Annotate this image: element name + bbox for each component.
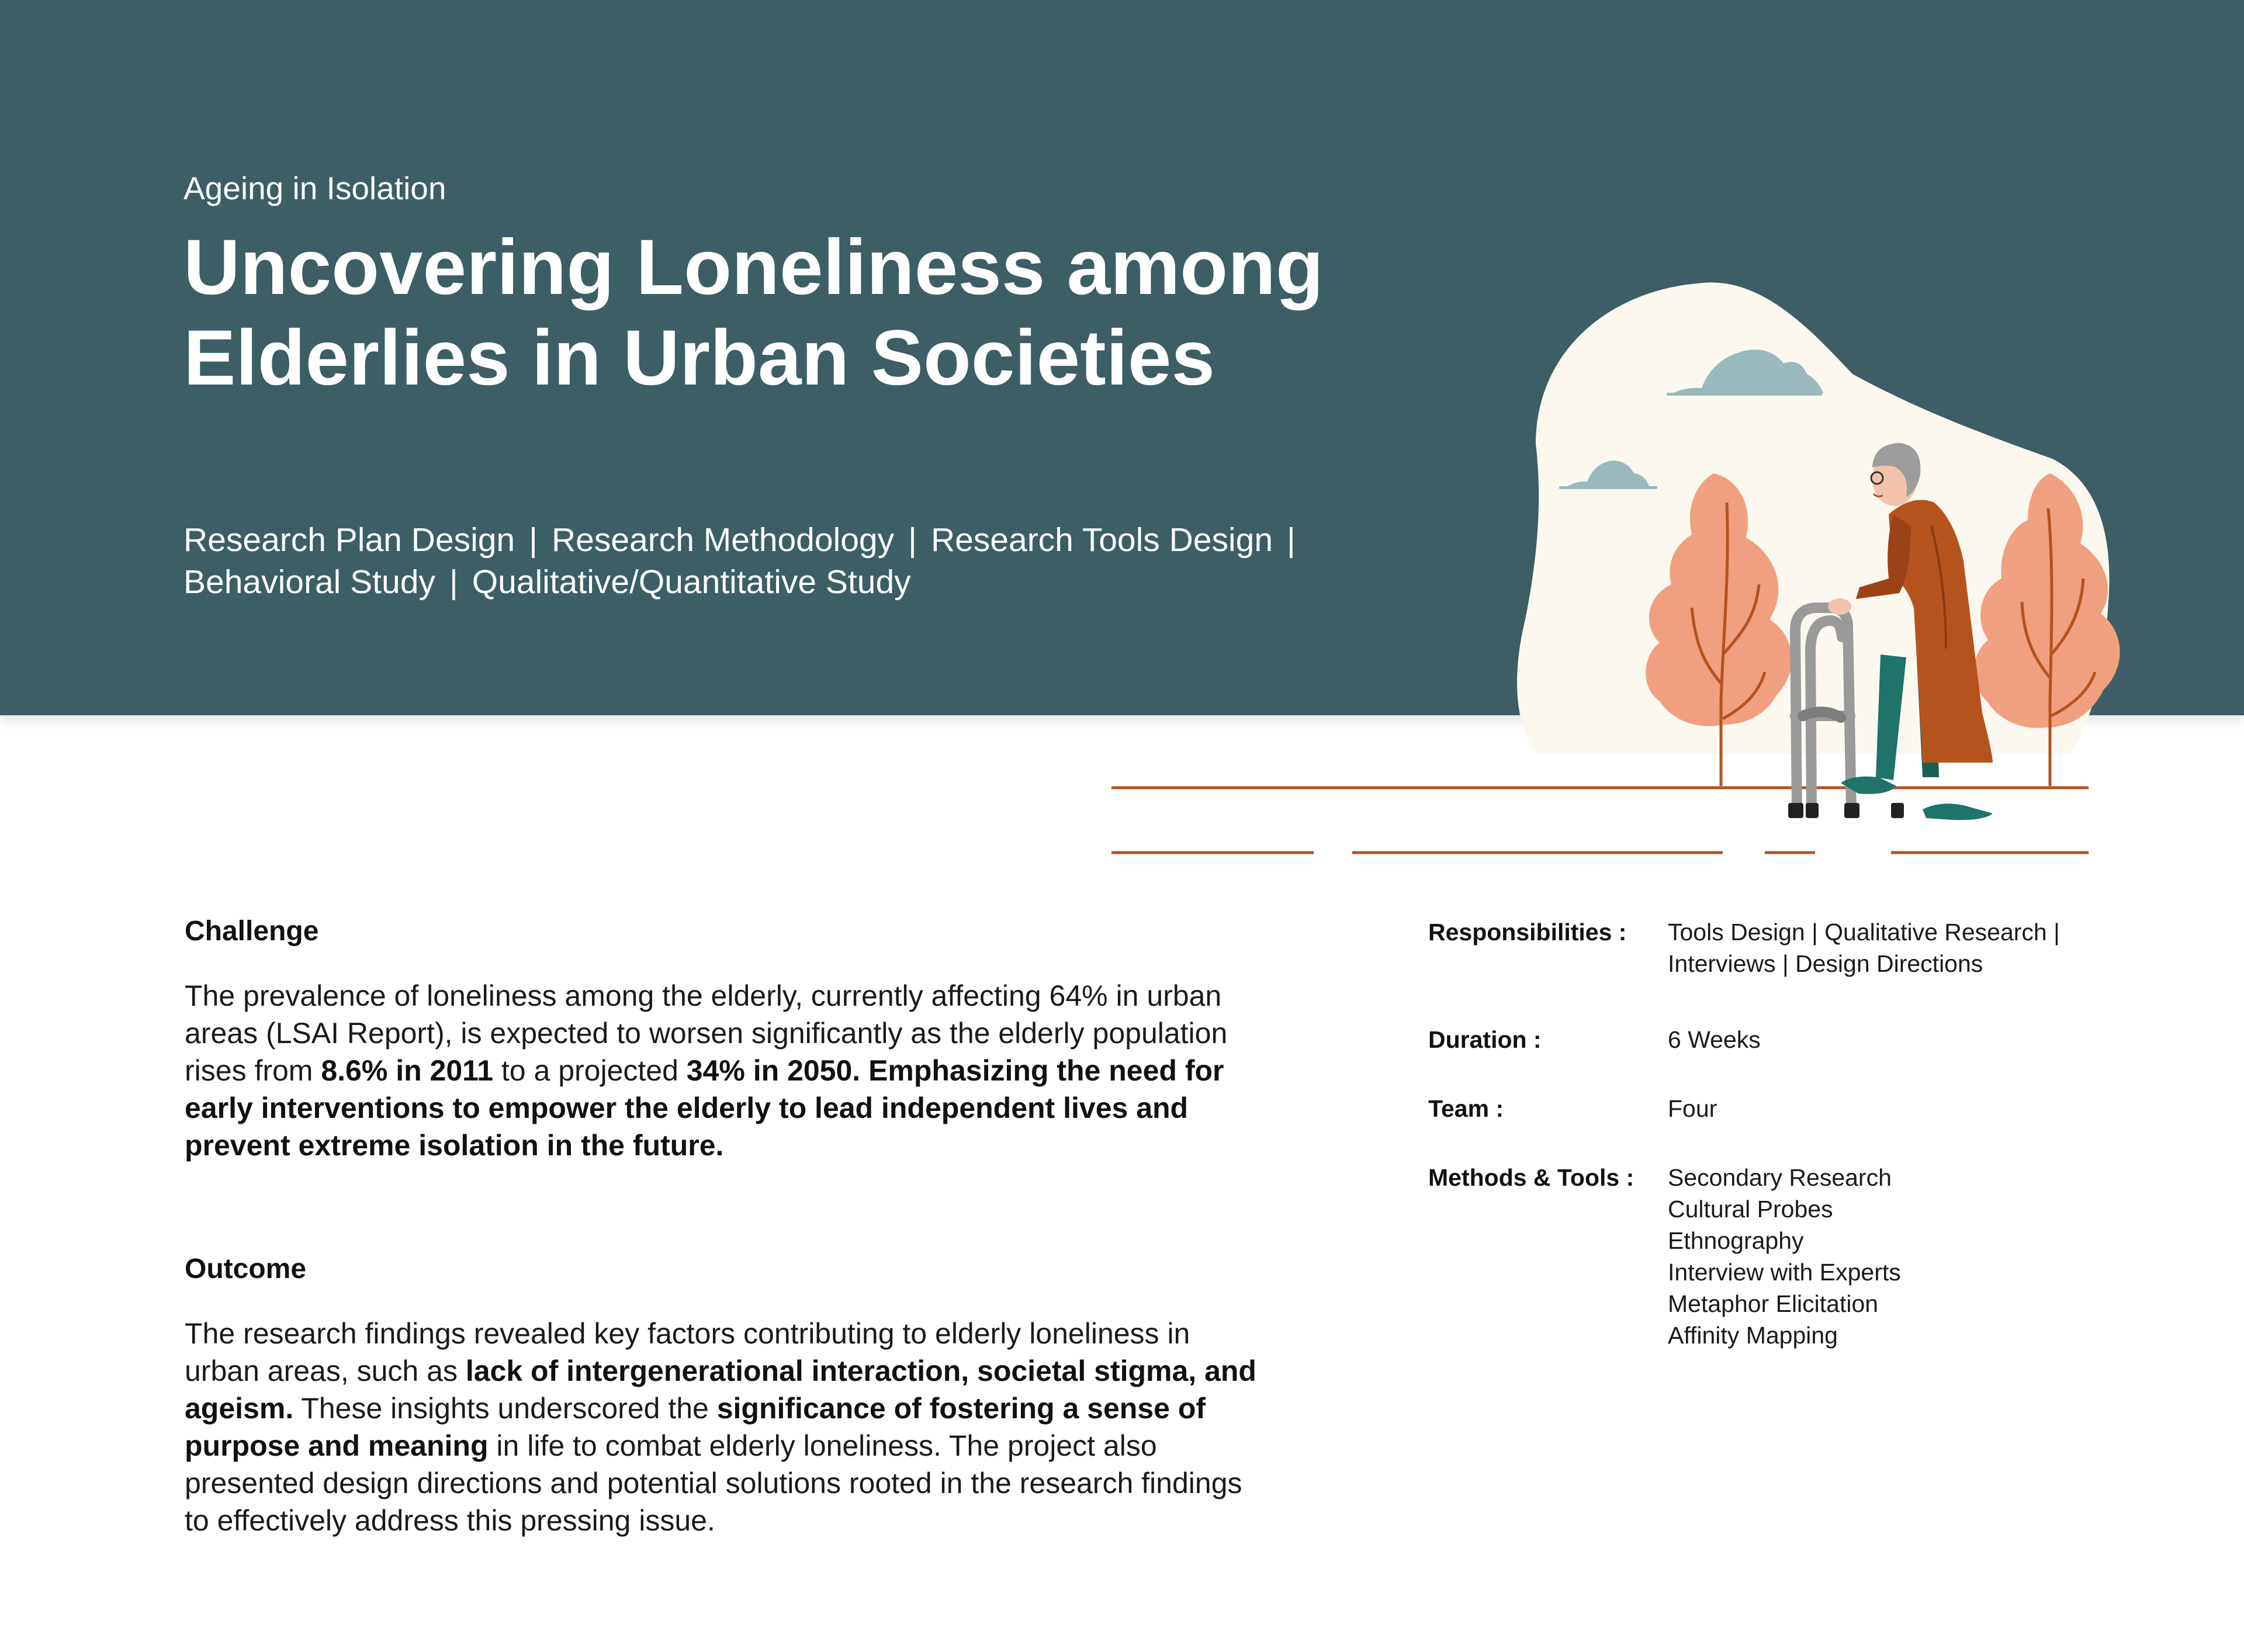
methods-row: [1428, 1162, 2153, 1351]
project-details: [1428, 916, 2153, 1351]
methods-label: Methods & Tools :: [1428, 1164, 1634, 1191]
challenge-heading: Challenge: [185, 916, 319, 947]
outcome-text-b: These insights underscored the: [293, 1392, 717, 1425]
title-line-2: Elderlies in Urban Societies: [183, 314, 1215, 401]
challenge-text-a: The prevalence of loneliness among the elderly, currently affecting 64% in urban areas (LSAI Report), is expected to worsen significantly as the elderly population rises from: [185, 979, 1228, 1087]
method-item: Secondary Research: [1668, 1164, 1892, 1191]
method-item: Ethnography: [1668, 1227, 1804, 1254]
title-line-1: Uncovering Loneliness among: [183, 224, 1324, 311]
methods-list: [1668, 1162, 1901, 1351]
walker-feet: [1788, 803, 1904, 818]
project-eyebrow: Ageing in Isolation: [183, 170, 446, 206]
responsibilities-line: Tools Design | Qualitative Research |: [1668, 919, 2060, 946]
outcome-bold-a: lack of intergenerational interaction, societal stigma, and ageism.: [185, 1355, 1256, 1425]
tag-research-plan-design: Research Plan Design: [183, 521, 515, 559]
duration-label: Duration :: [1428, 1026, 1542, 1053]
tag-separator: |: [1287, 521, 1296, 559]
tag-separator: |: [529, 521, 538, 559]
method-item: Metaphor Elicitation: [1668, 1290, 1879, 1317]
outcome-paragraph: [185, 1315, 1272, 1539]
ground-lines: [1111, 788, 2089, 853]
responsibilities-row: [1428, 916, 2153, 979]
responsibilities-label: Responsibilities :: [1428, 919, 1627, 946]
team-label: Team :: [1428, 1095, 1504, 1122]
team-value: Four: [1668, 1095, 1717, 1122]
outcome-text-c: in life to combat elderly loneliness. The project also presented design directions and potential solutions rooted in the research findings to effectively address this pressing issue.: [185, 1429, 1242, 1537]
outcome-text-a: The research findings revealed key factors contributing to elderly loneliness in urban areas, such as: [185, 1317, 1190, 1387]
duration-value: 6 Weeks: [1668, 1026, 1761, 1053]
tag-separator: |: [908, 521, 917, 559]
tag-research-tools-design: Research Tools Design: [930, 521, 1273, 559]
challenge-bold-a: 8.6% in 2011: [321, 1054, 494, 1087]
duration-row: [1428, 1024, 2153, 1055]
responsibilities-line: Interviews | Design Directions: [1668, 950, 1983, 977]
outcome-bold-b: significance of fostering a sense of purpose and meaning: [185, 1392, 1206, 1462]
challenge-text-b: to a projected: [493, 1054, 687, 1087]
tag-separator: |: [449, 563, 458, 601]
team-row: [1428, 1093, 2153, 1124]
method-item: Affinity Mapping: [1668, 1322, 1838, 1349]
tag-behavioral-study: Behavioral Study: [183, 563, 435, 601]
method-item: Cultural Probes: [1668, 1196, 1833, 1222]
tag-research-methodology: Research Methodology: [551, 521, 895, 559]
challenge-bold-b: 34% in 2050. Emphasizing the need for early interventions to empower the elderly to lead independent lives and prevent extreme isolation in the future.: [185, 1054, 1224, 1162]
outcome-heading: Outcome: [185, 1253, 307, 1284]
method-item: Interview with Experts: [1668, 1259, 1901, 1286]
tag-qualitative-quantitative-study: Qualitative/Quantitative Study: [472, 563, 911, 601]
responsibilities-value: [1668, 916, 2060, 979]
challenge-paragraph: [185, 977, 1272, 1164]
